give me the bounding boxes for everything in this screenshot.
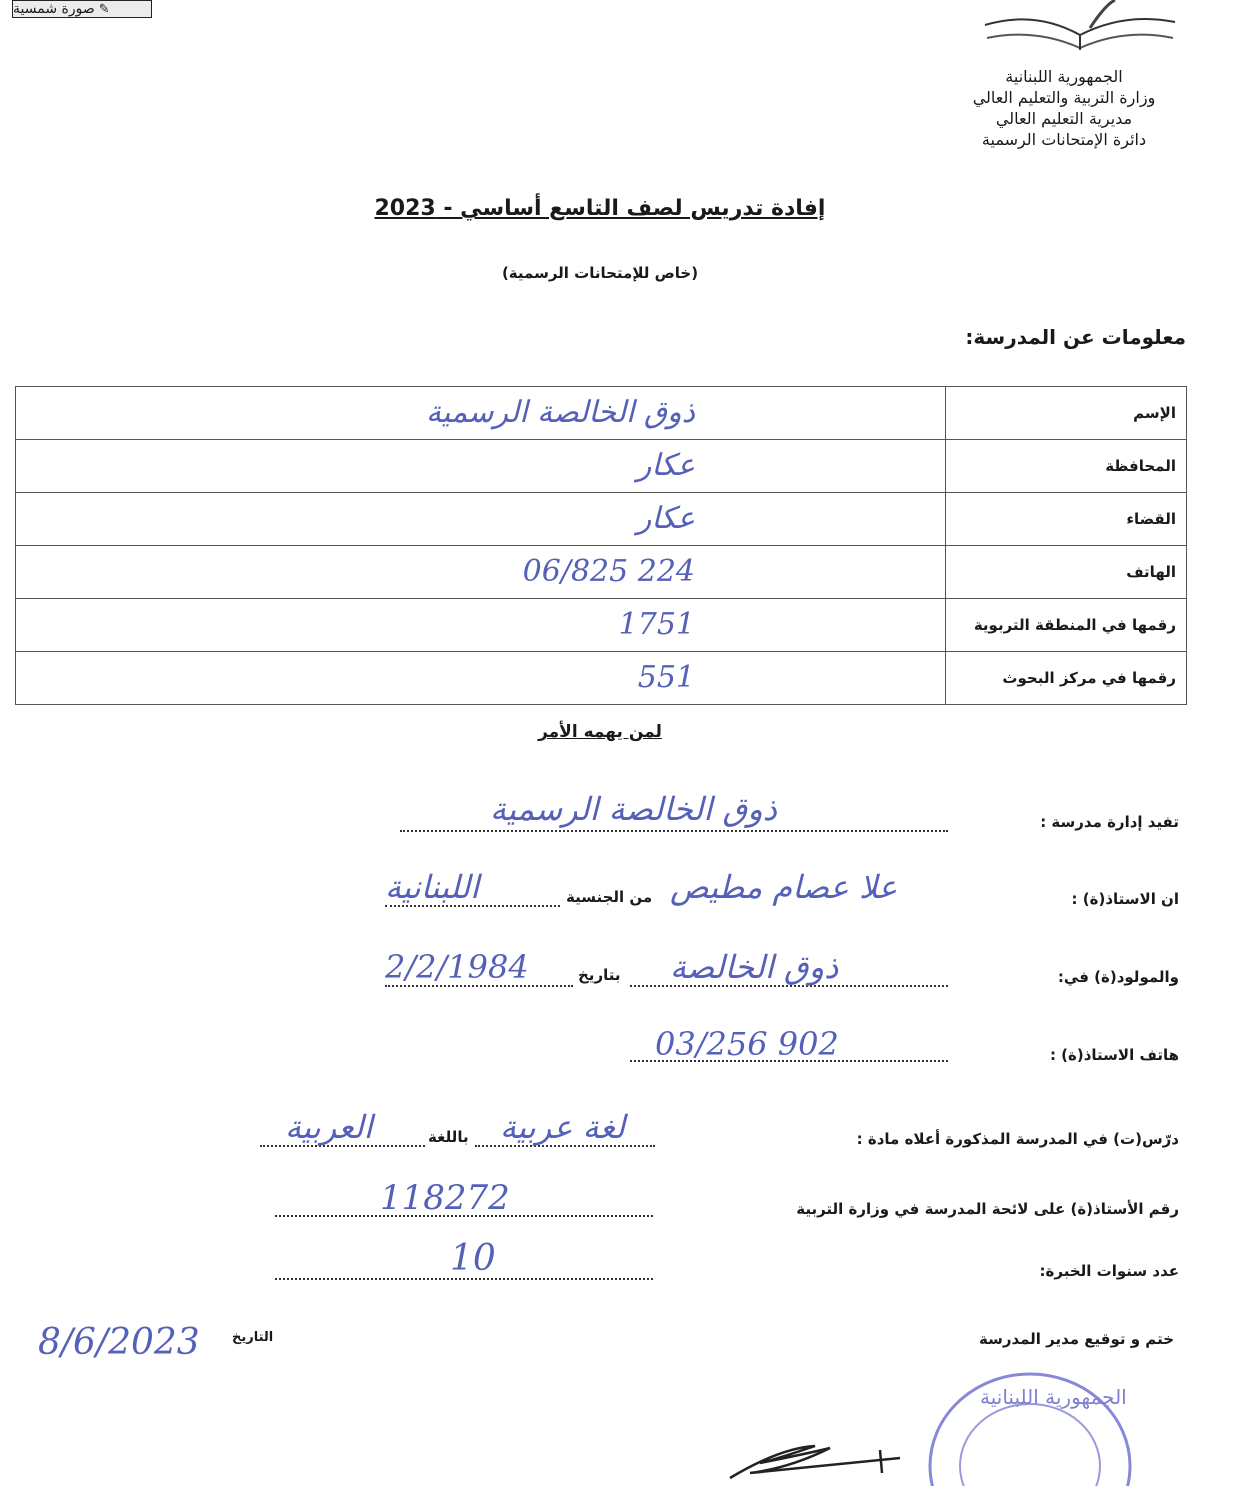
birthdate-label: بتاريخ — [578, 966, 621, 984]
research-number-value: 551 — [637, 660, 695, 695]
ministry-logo — [975, 0, 1185, 60]
section-title: معلومات عن المدرسة: — [965, 325, 1186, 349]
district-value: عكار — [636, 501, 695, 536]
photo-tag-label: صورة شمسية — [13, 1, 95, 17]
region-number-value: 1751 — [618, 607, 695, 642]
table-row — [16, 440, 1187, 493]
research-number-label: رقمها في مركز البحوث — [946, 652, 1187, 705]
to-whom-heading: لمن يهمه الأمر — [538, 722, 662, 742]
pencil-icon: ✎ — [98, 1, 110, 17]
school-label: تفيد إدارة مدرسة : — [1040, 813, 1179, 831]
table-row — [16, 387, 1187, 440]
official-seal — [920, 1356, 1140, 1486]
header-line-4: دائرة الإمتحانات الرسمية — [981, 130, 1147, 149]
language-value: العربية — [285, 1108, 373, 1146]
signature — [720, 1428, 920, 1486]
register-label: رقم الأستاذ(ة) على لائحة المدرسة في وزارة التربية — [796, 1200, 1179, 1218]
teacher-phone-value: 03/256 902 — [655, 1025, 839, 1063]
language-label: باللغة — [428, 1128, 469, 1146]
teacher-label: ان الاستاذ(ة) : — [1071, 890, 1179, 908]
region-number-label: رقمها في المنطقة التربوية — [946, 599, 1187, 652]
table-row — [16, 493, 1187, 546]
register-value: 118272 — [380, 1178, 510, 1218]
school-name-label: الإسم — [946, 387, 1187, 440]
table-row — [16, 546, 1187, 599]
subject-value: لغة عربية — [500, 1108, 625, 1146]
date-label: التاريخ — [232, 1330, 274, 1345]
teacher-phone-label: هاتف الاستاذ(ة) : — [1049, 1046, 1179, 1064]
document-subtitle: (خاص للإمتحانات الرسمية) — [501, 264, 699, 282]
header-line-3: مديرية التعليم العالي — [995, 109, 1133, 128]
school-info-table — [15, 386, 1187, 705]
birthdate-value: 2/2/1984 — [385, 948, 529, 986]
experience-label: عدد سنوات الخبرة: — [1039, 1262, 1179, 1280]
district-label: القضاء — [946, 493, 1187, 546]
phone-label: الهاتف — [946, 546, 1187, 599]
phone-value: 06/825 224 — [522, 554, 695, 589]
nationality-label: من الجنسية — [566, 888, 653, 906]
table-row — [16, 599, 1187, 652]
birthplace-label: والمولود(ة) في: — [1057, 968, 1179, 986]
governorate-value: عكار — [636, 448, 695, 483]
date-value: 8/6/2023 — [38, 1322, 200, 1363]
nationality-value: اللبنانية — [385, 868, 480, 906]
experience-value: 10 — [450, 1238, 496, 1279]
subject-label: درّس(ت) في المدرسة المذكورة أعلاه مادة : — [856, 1130, 1179, 1148]
document-title: إفادة تدريس لصف التاسع أساسي - 2023 — [374, 196, 826, 221]
stamp-label: ختم و توقيع مدير المدرسة — [978, 1330, 1174, 1348]
school-value: ذوق الخالصة الرسمية — [490, 790, 777, 828]
teacher-value: علا عصام مطيص — [670, 868, 898, 906]
birthplace-value: ذوق الخالصة — [670, 948, 839, 986]
header-line-2: وزارة التربية والتعليم العالي — [972, 88, 1156, 107]
table-row — [16, 652, 1187, 705]
school-name-value: ذوق الخالصة الرسمية — [425, 395, 695, 430]
photo-tag — [12, 0, 152, 18]
seal-text: الجمهورية اللبنانية — [980, 1385, 1127, 1409]
governorate-label: المحافظة — [946, 440, 1187, 493]
header-line-1: الجمهورية اللبنانية — [1005, 67, 1123, 86]
